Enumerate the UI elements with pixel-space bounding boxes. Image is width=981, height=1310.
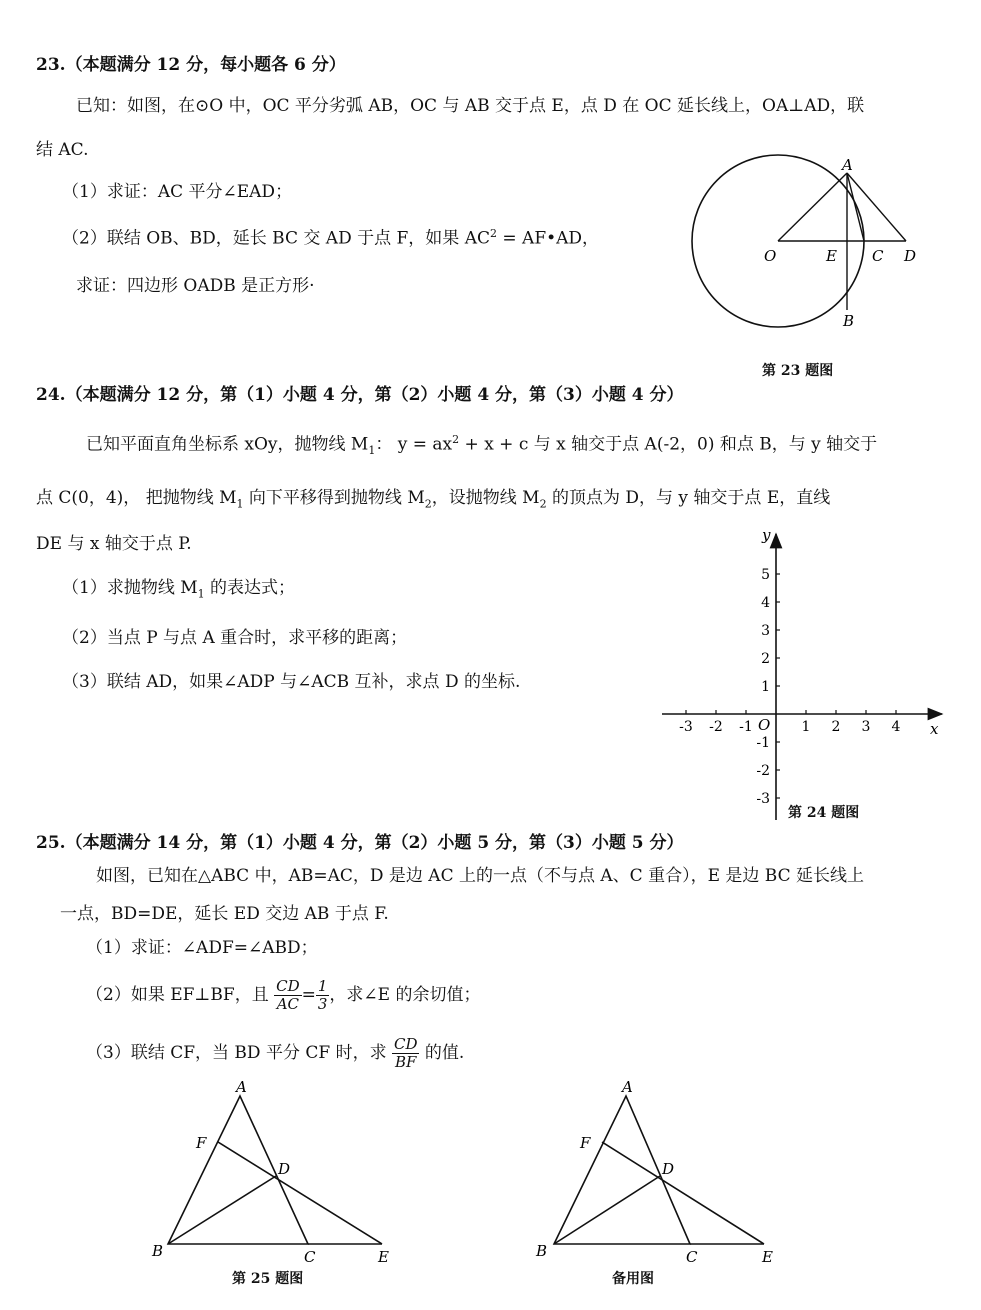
q24-part2: （2）当点 P 与点 A 重合时，求平移的距离； bbox=[62, 628, 408, 648]
label-b: B bbox=[843, 312, 855, 330]
label-e: E bbox=[826, 247, 837, 265]
q24-line2: 点 C(0，4)， 把抛物线 $M_1$ 向下平移得到抛物线 $M_2$，设抛物线 $M_2$ 的顶点为 D，与 y 轴交于点 E，直线 bbox=[36, 488, 831, 511]
x-tick-label: 1 bbox=[801, 719, 811, 735]
label-b: B bbox=[152, 1242, 164, 1260]
fraction-one-third: $\frac{1}{3}$ bbox=[317, 977, 328, 1013]
q23-header: 23.（本题满分 12 分，每小题各 6 分） bbox=[36, 55, 346, 75]
q23-part2: （2）联结 OB、BD，延长 BC 交 AD 于点 F，如果 $AC^2$ = AF•AD， bbox=[62, 227, 600, 249]
q23-line1: 已知：如图，在⊙O 中，OC 平分劣弧 AB，OC 与 AB 交于点 E，点 D 在 OC 延长线上，OA⊥AD，联 bbox=[76, 96, 865, 116]
fraction-cd-bf: $\frac{CD}{BF}$ bbox=[393, 1035, 418, 1071]
label-f: F bbox=[196, 1134, 207, 1152]
q25-triangle-figure bbox=[140, 1076, 410, 1276]
line-oa bbox=[778, 173, 847, 241]
y-tick-label: -3 bbox=[756, 791, 770, 807]
q25-backup-figure bbox=[530, 1076, 800, 1276]
y-tick-label: 4 bbox=[761, 595, 770, 611]
x-tick-label: 3 bbox=[861, 719, 871, 735]
label-a-backup: A bbox=[622, 1078, 633, 1096]
x-axis-label: x bbox=[930, 720, 939, 738]
y-tick-label: 5 bbox=[761, 567, 770, 583]
q23-figure-caption: 第 23 题图 bbox=[762, 363, 834, 379]
q25-line2: 一点，BD=DE，延长 ED 交边 AB 于点 F. bbox=[60, 904, 389, 924]
label-b-backup: B bbox=[536, 1242, 548, 1260]
axis-ticks bbox=[679, 567, 900, 807]
y-tick-label: 1 bbox=[761, 679, 770, 695]
label-a: A bbox=[236, 1078, 247, 1096]
q23-part2-conclusion: 求证：四边形 OADB 是正方形· bbox=[76, 276, 315, 296]
x-tick-label: -3 bbox=[679, 719, 693, 735]
q23-circle-figure bbox=[660, 140, 930, 390]
x-tick-label: -2 bbox=[709, 719, 723, 735]
q24-part3: （3）联结 AD，如果∠ADP 与∠ACB 互补，求点 D 的坐标. bbox=[62, 672, 521, 692]
label-o: O bbox=[764, 247, 777, 265]
q25-backup-caption: 备用图 bbox=[612, 1271, 654, 1287]
q25-part3: （3）联结 CF，当 BD 平分 CF 时，求 $\frac{CD}{BF}$ 的值. bbox=[86, 1035, 465, 1071]
label-c: C bbox=[872, 247, 884, 265]
q25-part2: （2）如果 EF⊥BF，且 $\frac{CD}{AC}$ = $\frac{1}{3}$ ，求∠E 的余切值； bbox=[86, 977, 481, 1013]
line-ef bbox=[218, 1142, 382, 1244]
y-axis-label: y bbox=[762, 526, 771, 544]
label-f-backup: F bbox=[580, 1134, 591, 1152]
label-d: D bbox=[278, 1160, 291, 1178]
label-e: E bbox=[378, 1248, 389, 1266]
q23-line2: 结 AC. bbox=[36, 140, 89, 160]
q24-line3: DE 与 x 轴交于点 P. bbox=[36, 534, 192, 554]
label-d: D bbox=[904, 247, 917, 265]
y-tick-label: 2 bbox=[761, 651, 770, 667]
label-c-backup: C bbox=[686, 1248, 698, 1266]
y-tick-label: -1 bbox=[756, 735, 770, 751]
q24-part1: （1）求抛物线 $M_1$ 的表达式； bbox=[62, 578, 296, 601]
label-c: C bbox=[304, 1248, 316, 1266]
q24-figure-caption: 第 24 题图 bbox=[788, 805, 860, 821]
q24-coordinate-axes bbox=[650, 520, 950, 820]
q24-line1: 已知平面直角坐标系 xOy，抛物线 $M_1$： $y = ax^2 + x + c$ 与 x 轴交于点 A(-2，0) 和点 B，与 y 轴交于 bbox=[86, 433, 878, 458]
q25-figure-caption: 第 25 题图 bbox=[232, 1271, 304, 1287]
origin-label: O bbox=[758, 716, 771, 734]
y-tick-label: 3 bbox=[761, 623, 770, 639]
q23-part1: （1）求证：AC 平分∠EAD； bbox=[62, 182, 293, 202]
x-tick-label: -1 bbox=[739, 719, 753, 735]
fraction-cd-ac: $\frac{CD}{AC}$ bbox=[276, 977, 300, 1013]
label-e-backup: E bbox=[762, 1248, 773, 1266]
x-tick-label: 4 bbox=[891, 719, 901, 735]
q25-line1: 如图，已知在△ABC 中，AB=AC，D 是边 AC 上的一点（不与点 A、C 重合），E 是边 BC 延长线上 bbox=[96, 866, 865, 886]
label-d-backup: D bbox=[662, 1160, 675, 1178]
q24-header: 24.（本题满分 12 分，第（1）小题 4 分，第（2）小题 4 分，第（3）小题 4 分） bbox=[36, 385, 684, 405]
q25-header: 25.（本题满分 14 分，第（1）小题 4 分，第（2）小题 5 分，第（3）小题 5 分） bbox=[36, 833, 684, 853]
q25-part1: （1）求证：∠ADF=∠ABD； bbox=[86, 938, 318, 958]
y-tick-label: -2 bbox=[756, 763, 770, 779]
x-tick-label: 2 bbox=[831, 719, 841, 735]
label-a: A bbox=[842, 156, 853, 174]
